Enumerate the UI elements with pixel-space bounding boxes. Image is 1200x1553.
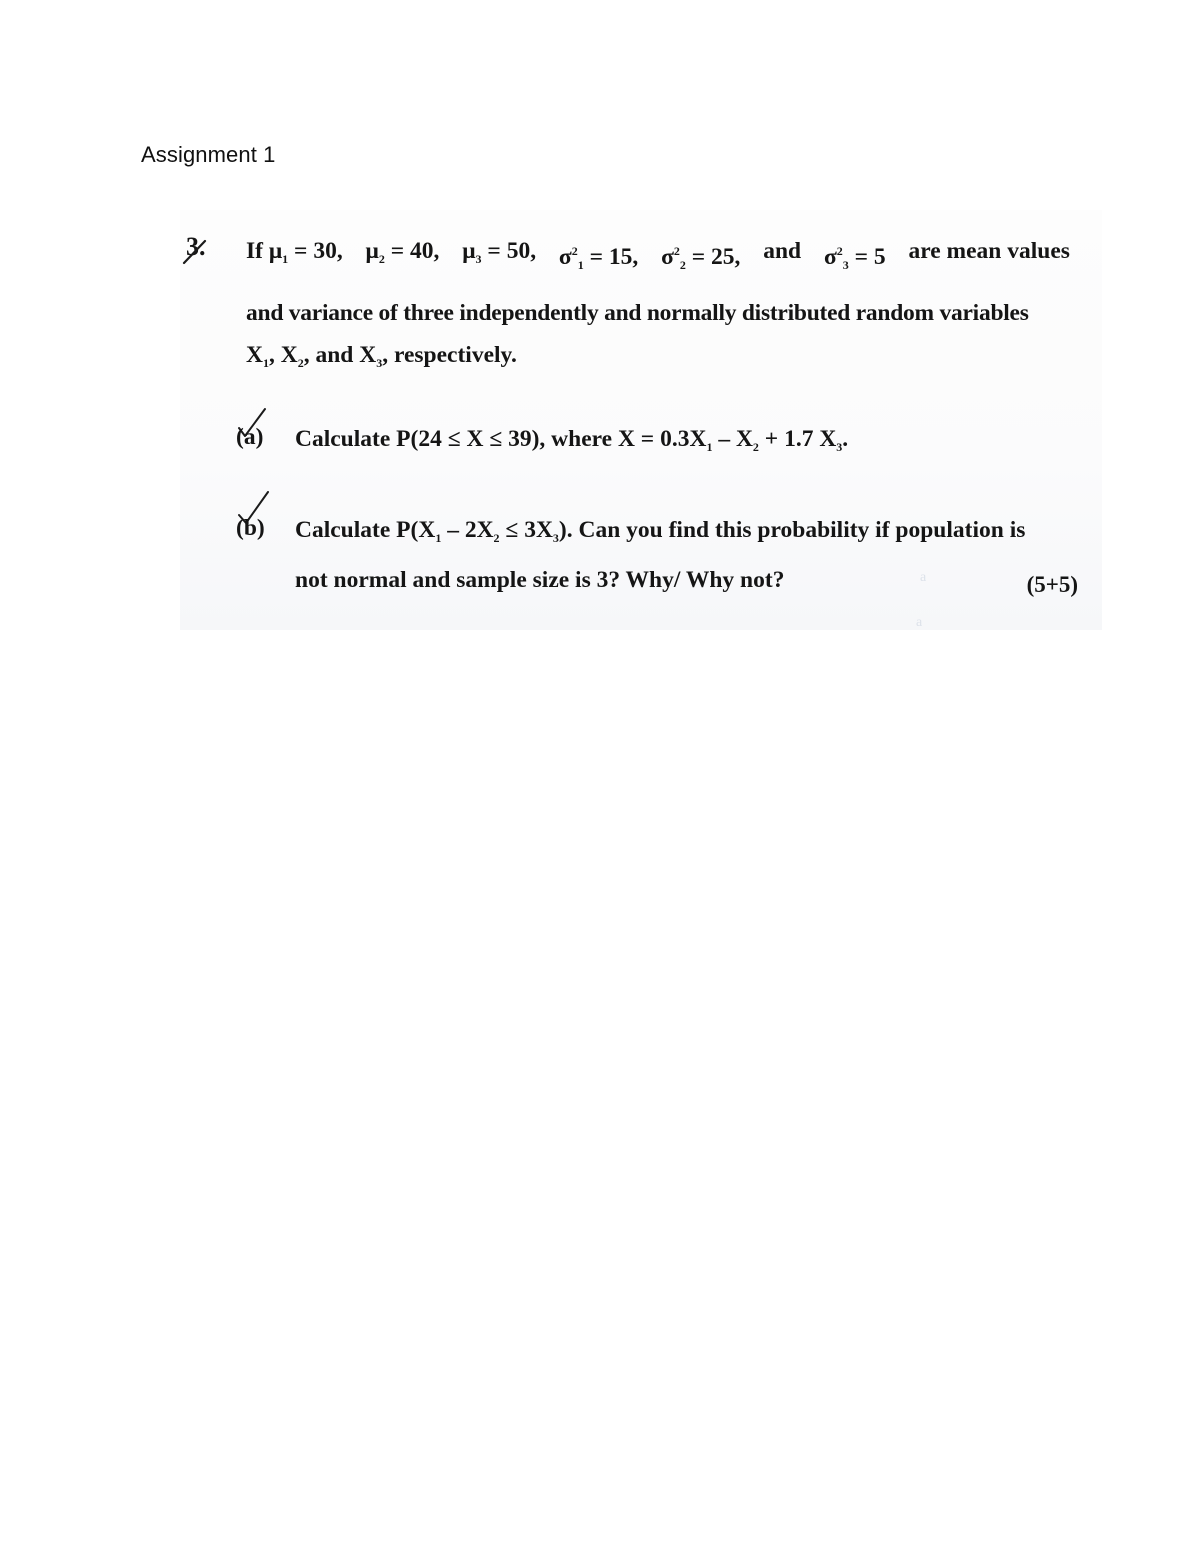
- part-a-label: (a): [236, 424, 264, 450]
- intro-segment-sigma3: $\sigma^2_3 = 5$: [823, 244, 886, 272]
- intro-segment-sigma1: $\sigma^2_1 = 15$,: [558, 244, 639, 272]
- intro-segment-sigma2: $\sigma^2_2 = 25$,: [661, 244, 741, 272]
- bleed-through-mark: a: [920, 570, 927, 585]
- question-number: 3.: [186, 232, 206, 261]
- part-b-text-line-2: not normal and sample size is 3? Why/ Why not?: [295, 567, 785, 593]
- handwritten-strike-icon: [182, 236, 212, 266]
- document-title: Assignment 1: [141, 142, 276, 167]
- bleed-through-mark: a: [916, 615, 923, 630]
- intro-segment-if-mu1: If $\mu_1 = 30$,: [246, 238, 343, 266]
- question-intro-line-3: $X_1$, $X_2$, and $X_3$, respectively.: [246, 342, 517, 370]
- part-a-text: Calculate P(24 ≤ X ≤ 39), where $X = 0.3X_1 - X_2 + 1.7$ $X_3$.: [295, 426, 849, 454]
- intro-segment-and: and: [763, 238, 802, 264]
- scanned-question-image: [180, 210, 1102, 630]
- intro-segment-tail: are mean values: [908, 238, 1070, 264]
- marks-allocation: (5+5): [1026, 572, 1078, 597]
- intro-segment-mu3: $\mu_3 = 50$,: [462, 238, 537, 266]
- part-b-text-line-1: Calculate $P(X_1 - 2X_2 \le 3X_3)$. Can you find this probability if population is: [295, 517, 1026, 545]
- question-intro-line-2: and variance of three independently and normally distributed random variables: [246, 300, 1029, 326]
- part-b-label: (b): [236, 515, 265, 541]
- question-intro-line-1: [246, 236, 1070, 280]
- intro-segment-mu2: $\mu_2 = 40$,: [365, 238, 440, 266]
